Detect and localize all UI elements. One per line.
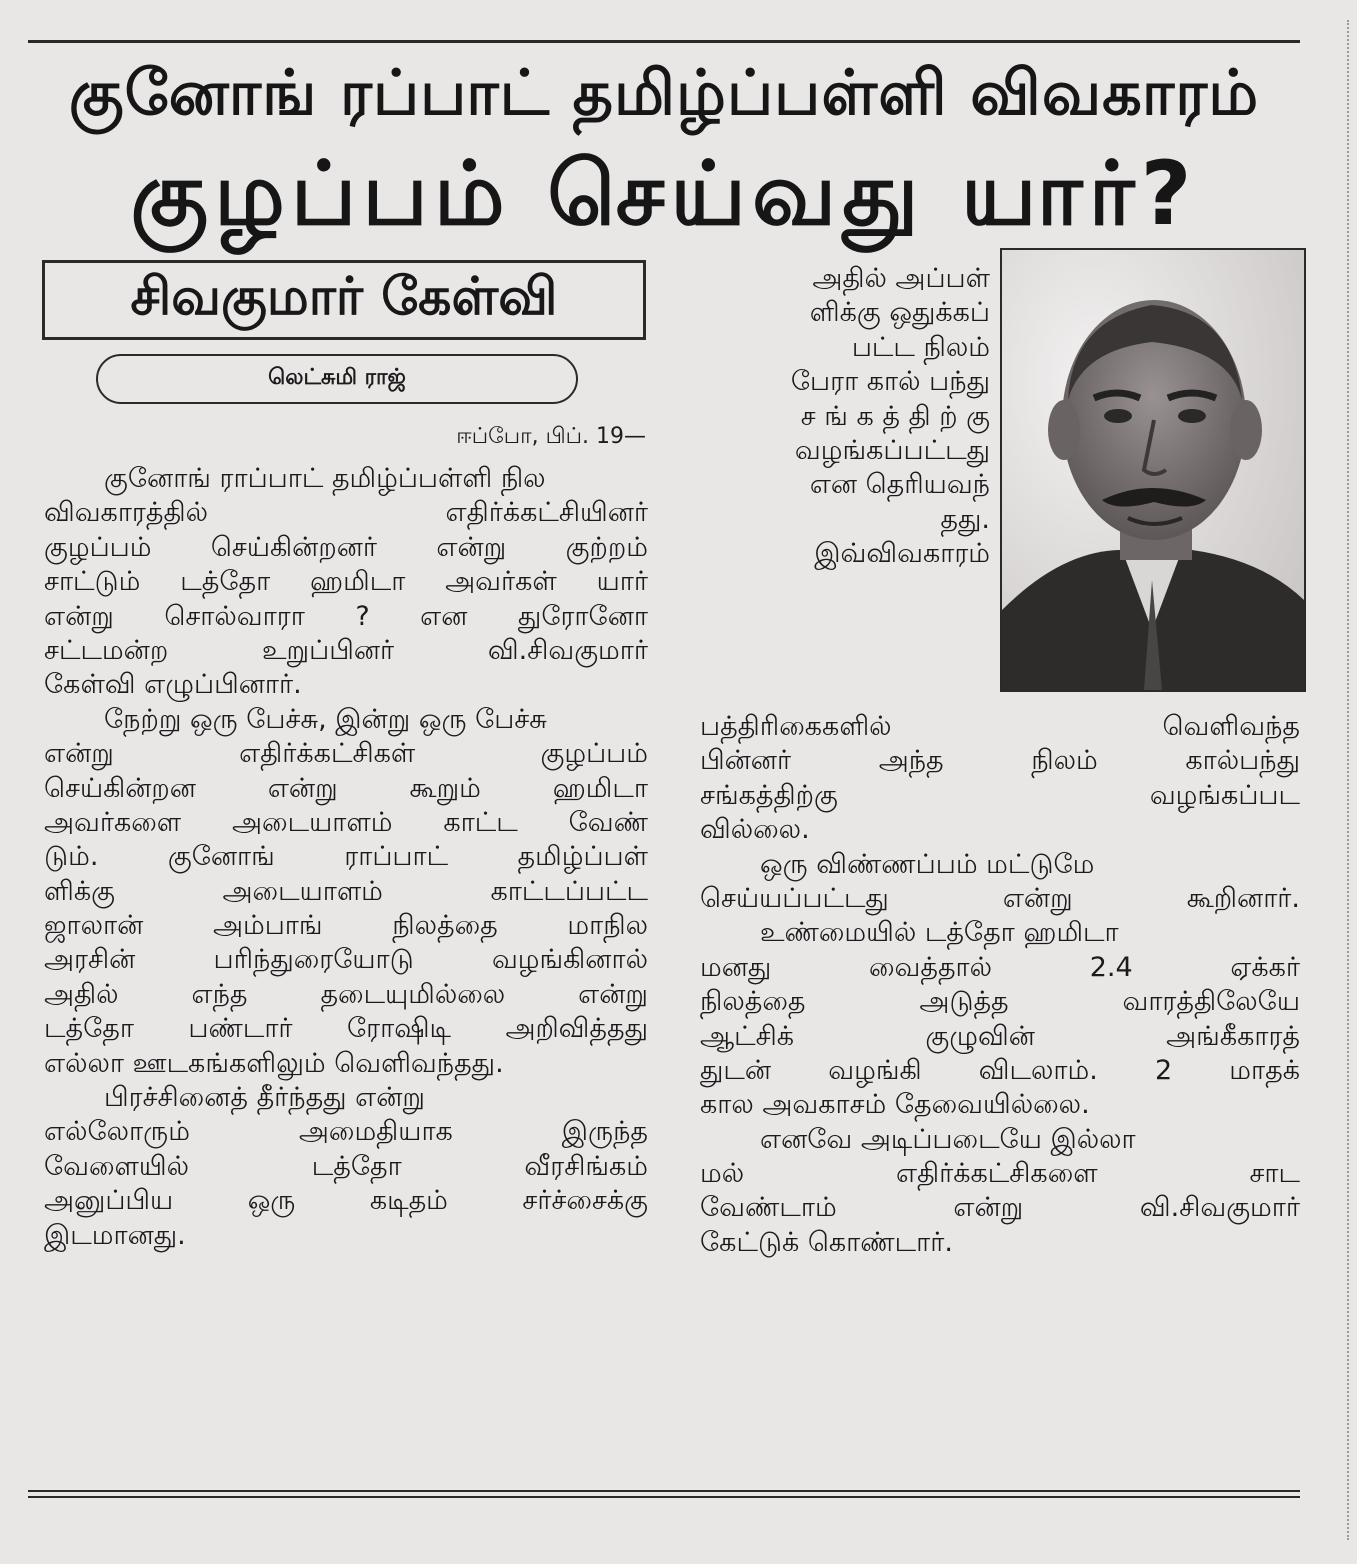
- text-line: இடமானது.: [44, 1219, 186, 1251]
- text-line: வேளையில் டத்தோ வீரசிங்கம்: [44, 1150, 648, 1182]
- text-line: பின்னர் அந்த நிலம் கால்பந்து: [700, 745, 1300, 777]
- text-line: பட்ட நிலம்: [851, 331, 990, 363]
- headline-line-2: குழப்பம் செய்வது யார்?: [130, 142, 1198, 245]
- text-line: சாட்டும் டத்தோ ஹமிடா அவர்கள் யார்: [44, 566, 648, 598]
- right-column: [700, 710, 1300, 1260]
- text-line: அனுப்பிய ஒரு கடிதம் சர்ச்சைக்கு: [44, 1185, 648, 1217]
- author-name: லெட்சுமி ராஜ்: [268, 365, 406, 390]
- text-line: பிரச்சினைத் தீர்ந்தது என்று: [104, 1082, 425, 1114]
- text-line: டத்தோ பண்டார் ரோஷிடி அறிவித்தது: [44, 1013, 648, 1045]
- text-line: சங்கத்திற்கு வழங்கப்பட: [700, 779, 1300, 811]
- text-line: வில்லை.: [700, 814, 810, 846]
- text-line: அவர்களை அடையாளம் காட்ட வேண்: [44, 806, 648, 838]
- text-line: அதில் எந்த தடையுமில்லை என்று: [44, 978, 648, 1010]
- text-line: மனது வைத்தால் 2.4 ஏக்கர்: [700, 951, 1300, 983]
- text-line: விவகாரத்தில் எதிர்க்கட்சியினர்: [44, 497, 648, 529]
- text-line: அதில் அப்பள்: [812, 263, 990, 294]
- text-line: நேற்று ஒரு பேச்சு, இன்று ஒரு பேச்சு: [104, 703, 547, 735]
- text-line: உண்மையில் டத்தோ ஹமிடா: [760, 917, 1119, 949]
- bottom-rule: [28, 1490, 1300, 1492]
- right-top-column: [700, 262, 990, 572]
- dateline: ஈப்போ, பிப். 19—: [456, 424, 646, 449]
- text-line: செய்யப்பட்டது என்று கூறினார்.: [700, 882, 1300, 914]
- text-line: அரசின் பரிந்துரையோடு வழங்கினால்: [44, 944, 648, 976]
- text-line: கேள்வி எழுப்பினார்.: [44, 669, 302, 701]
- text-line: ஒரு விண்ணப்பம் மட்டுமே: [760, 848, 1095, 880]
- text-line: எல்லா ஊடகங்களிலும் வெளிவந்தது.: [44, 1047, 504, 1079]
- text-line: நிலத்தை அடுத்த வாரத்திலேயே: [700, 986, 1300, 1018]
- text-line: ளிக்கு அடையாளம் காட்டப்பட்ட: [44, 875, 648, 907]
- text-line: டும். குனோங் ராப்பாட் தமிழ்ப்பள்: [44, 841, 648, 873]
- text-line: என்று எதிர்க்கட்சிகள் குழப்பம்: [44, 738, 648, 770]
- text-line: பத்திரிகைகளில் வெளிவந்த: [700, 711, 1300, 742]
- headline-line-1: குனோங் ரப்பாட் தமிழ்ப்பள்ளி விவகாரம்: [68, 56, 1260, 129]
- text-line: குனோங் ராப்பாட் தமிழ்ப்பள்ளி நில: [104, 463, 546, 494]
- text-line: வழங்கப்பட்டது: [794, 434, 990, 466]
- text-line: துடன் வழங்கி விடலாம். 2 மாதக்: [700, 1054, 1300, 1086]
- bottom-rule-double: [28, 1496, 1300, 1498]
- text-line: கேட்டுக் கொண்டார்.: [700, 1226, 953, 1258]
- text-line: ளிக்கு ஒதுக்கப்: [809, 297, 990, 329]
- text-line: ஆட்சிக் குழுவின் அங்கீகாரத்: [700, 1020, 1300, 1052]
- text-line: என்று சொல்வாரா ? என துரோனோ: [44, 600, 648, 632]
- text-line: இவ்விவகாரம்: [814, 538, 990, 570]
- top-rule: [28, 40, 1300, 43]
- text-line: என தெரியவந்: [809, 469, 990, 501]
- text-line: குழப்பம் செய்கின்றனர் என்று குற்றம்: [44, 531, 648, 563]
- text-line: கால அவகாசம் தேவையில்லை.: [700, 1089, 1090, 1121]
- left-column: [44, 462, 648, 1253]
- text-line: எல்லோரும் அமைதியாக இருந்த: [44, 1116, 648, 1148]
- text-line: தது.: [940, 503, 990, 535]
- perforated-edge: [1333, 20, 1349, 1540]
- text-line: மல் எதிர்க்கட்சிகளை சாட: [700, 1158, 1300, 1190]
- subhead-title: சிவகுமார் கேள்வி: [130, 266, 558, 327]
- portrait-photo: [1000, 248, 1306, 692]
- text-line: ச ங் க த் தி ற் கு: [800, 400, 990, 432]
- portrait-image: [1002, 250, 1304, 690]
- text-line: செய்கின்றன என்று கூறும் ஹமிடா: [44, 772, 648, 804]
- text-line: எனவே அடிப்படையே இல்லா: [760, 1123, 1136, 1155]
- author-byline: [96, 354, 578, 404]
- text-line: வேண்டாம் என்று வி.சிவகுமார்: [700, 1192, 1300, 1224]
- text-line: ஜாலான் அம்பாங் நிலத்தை மாநில: [44, 910, 648, 942]
- subhead-box: [42, 260, 646, 340]
- text-line: பேரா கால் பந்து: [790, 366, 990, 398]
- text-line: சட்டமன்ற உறுப்பினர் வி.சிவகுமார்: [44, 634, 648, 666]
